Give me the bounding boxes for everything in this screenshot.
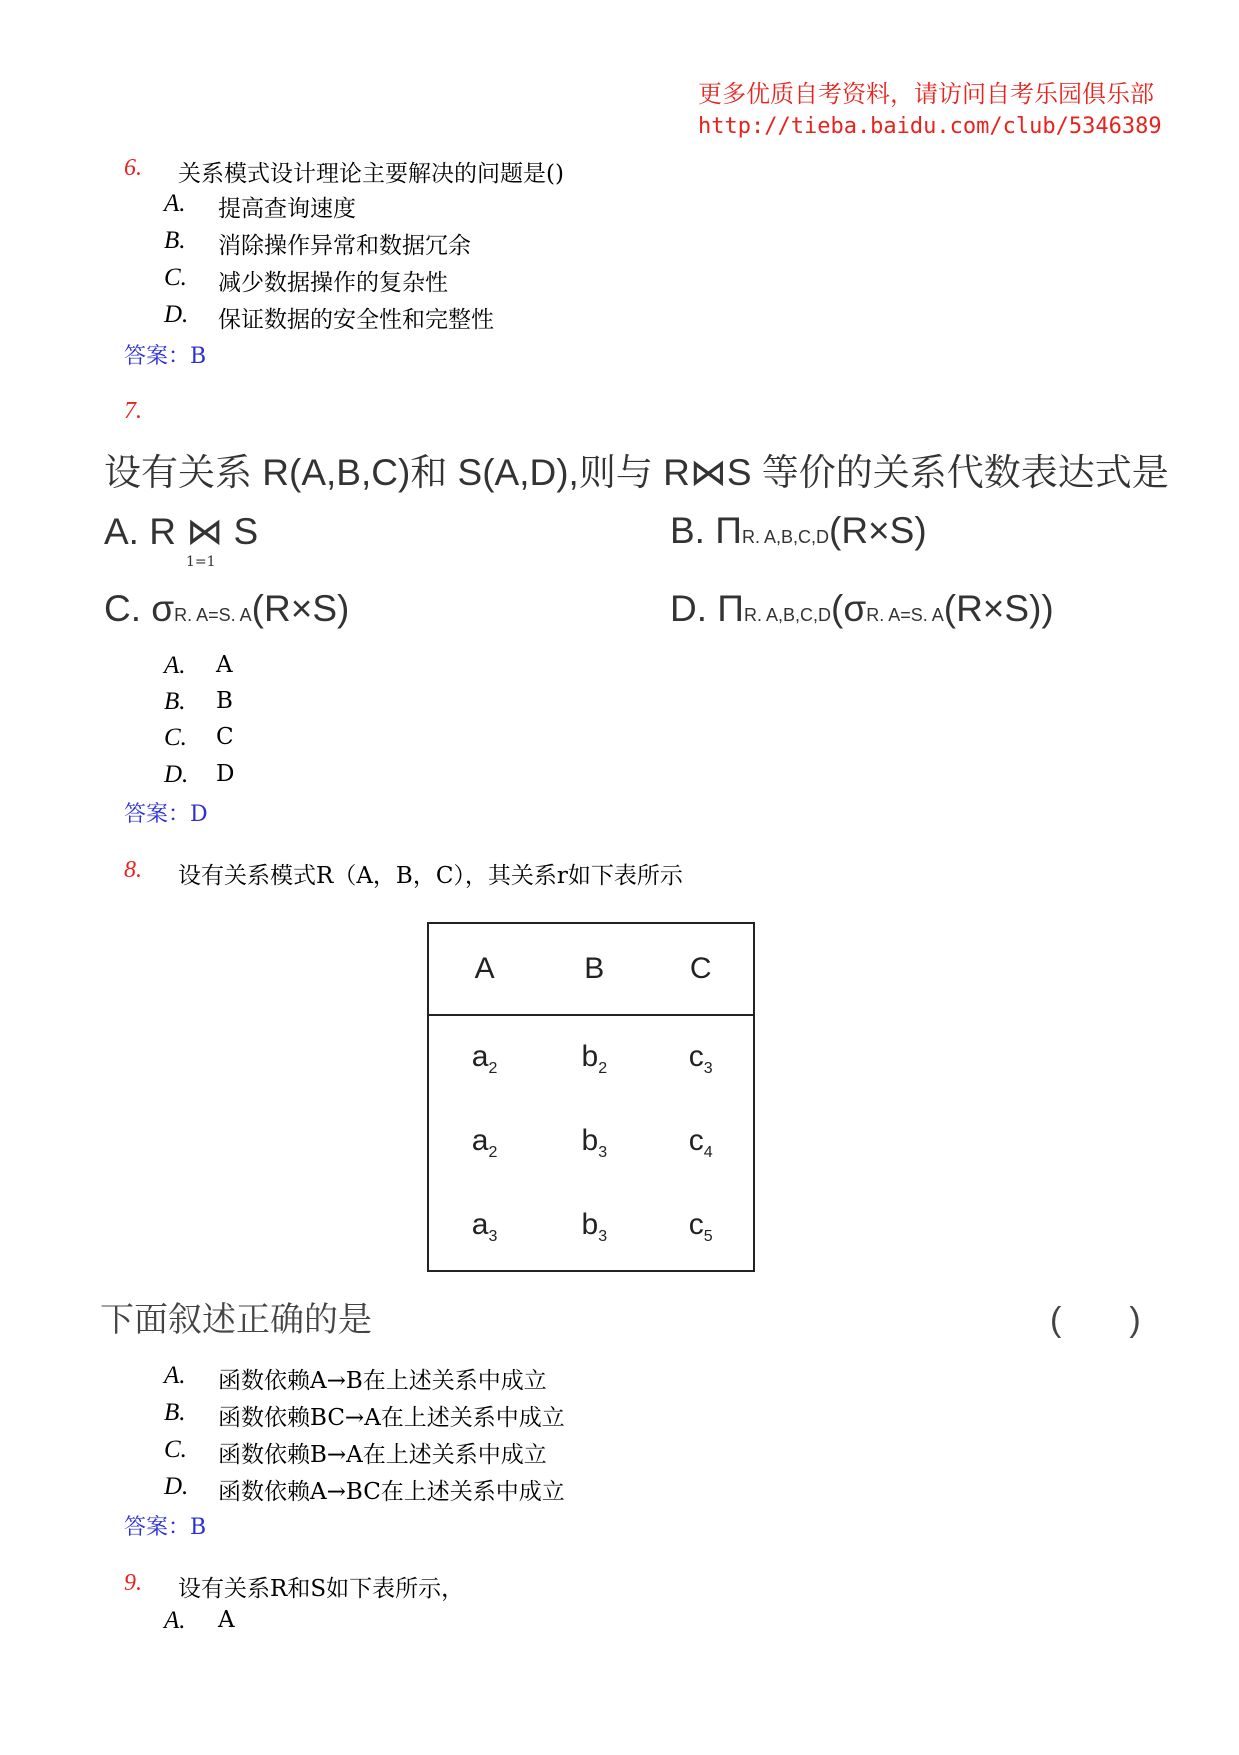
- table-row: [428, 1015, 754, 1101]
- join-condition: 1=1: [186, 554, 216, 570]
- table-cell: $a_2$: [471, 1123, 498, 1161]
- option-letter: C.: [164, 264, 187, 291]
- answer-label: 答案：D: [124, 802, 208, 827]
- table-header-row: [428, 923, 754, 1015]
- option-text: A: [218, 1607, 235, 1633]
- option-c-expression: C. σR. A=S. A(R×S): [104, 588, 350, 629]
- option-letter: D.: [164, 761, 189, 788]
- table-cell: $a_2$: [471, 1039, 498, 1077]
- question-image-stem: 设有关系 R(A,B,C)和 S(A,D),则与 R⋈S 等价的关系代数表达式是: [104, 452, 1169, 493]
- option-text: A: [216, 652, 233, 678]
- option-letter: D.: [164, 301, 189, 328]
- option-letter: D.: [164, 1473, 189, 1500]
- option-text: 保证数据的安全性和完整性: [218, 307, 494, 333]
- answer-paren: ( ): [1050, 1301, 1141, 1339]
- option-text: 函数依赖BC→A在上述关系中成立: [218, 1405, 565, 1431]
- table-cell: $a_3$: [471, 1208, 498, 1246]
- option-letter: B.: [164, 1399, 186, 1426]
- option-letter: A.: [164, 1607, 186, 1634]
- option-a-expression: A. R ⋈ S: [104, 511, 259, 552]
- option-d-expression: D. ΠR. A,B,C,D(σR. A=S. A(R×S)): [670, 588, 1054, 629]
- question-number: 8.: [124, 857, 142, 883]
- table-cell: $b_3$: [581, 1208, 608, 1246]
- watermark-url[interactable]: http://tieba.baidu.com/club/5346389: [698, 114, 1162, 139]
- question-number: 6.: [124, 155, 142, 181]
- option-letter: C.: [164, 724, 187, 751]
- question-number: 9.: [124, 1570, 142, 1596]
- option-b-expression: B. ΠR. A,B,C,D(R×S): [670, 510, 927, 551]
- option-text: 消除操作异常和数据冗余: [218, 233, 471, 259]
- option-letter: A.: [164, 190, 186, 217]
- option-letter: C.: [164, 1436, 187, 1463]
- table-cell: $c_5$: [688, 1208, 713, 1246]
- option-text: 减少数据操作的复杂性: [218, 270, 448, 296]
- question-text: 关系模式设计理论主要解决的问题是(): [178, 161, 564, 187]
- answer-label: 答案：B: [124, 1515, 207, 1540]
- option-text: C: [216, 724, 234, 750]
- watermark-title: 更多优质自考资料，请访问自考乐园俱乐部: [698, 80, 1154, 108]
- question-text: 设有关系R和S如下表所示，: [178, 1576, 465, 1602]
- table-cell: $b_2$: [581, 1039, 608, 1077]
- option-text: 函数依赖A→B在上述关系中成立: [218, 1368, 547, 1394]
- table-row: [428, 1185, 754, 1271]
- answer-label: 答案：B: [124, 344, 207, 369]
- table-header: C: [648, 923, 754, 1015]
- option-text: 提高查询速度: [218, 196, 356, 222]
- option-text: B: [216, 688, 233, 714]
- option-text: D: [216, 761, 235, 787]
- option-letter: A.: [164, 1362, 186, 1389]
- table-cell: $c_4$: [688, 1123, 713, 1161]
- table-header: B: [540, 923, 648, 1015]
- option-letter: A.: [164, 652, 186, 679]
- option-letter: B.: [164, 227, 186, 254]
- relation-table: [427, 922, 755, 1272]
- option-text: 函数依赖B→A在上述关系中成立: [218, 1442, 547, 1468]
- table-cell: $b_3$: [581, 1123, 608, 1161]
- option-text: 函数依赖A→BC在上述关系中成立: [218, 1479, 565, 1505]
- question-image-stem: 下面叙述正确的是: [100, 1301, 372, 1339]
- question-number: 7.: [124, 398, 142, 424]
- question-text: 设有关系模式R（A，B，C），其关系r如下表所示: [178, 863, 683, 889]
- table-header: A: [428, 923, 540, 1015]
- option-letter: B.: [164, 688, 186, 715]
- table-cell: $c_3$: [688, 1039, 713, 1077]
- table-row: [428, 1101, 754, 1185]
